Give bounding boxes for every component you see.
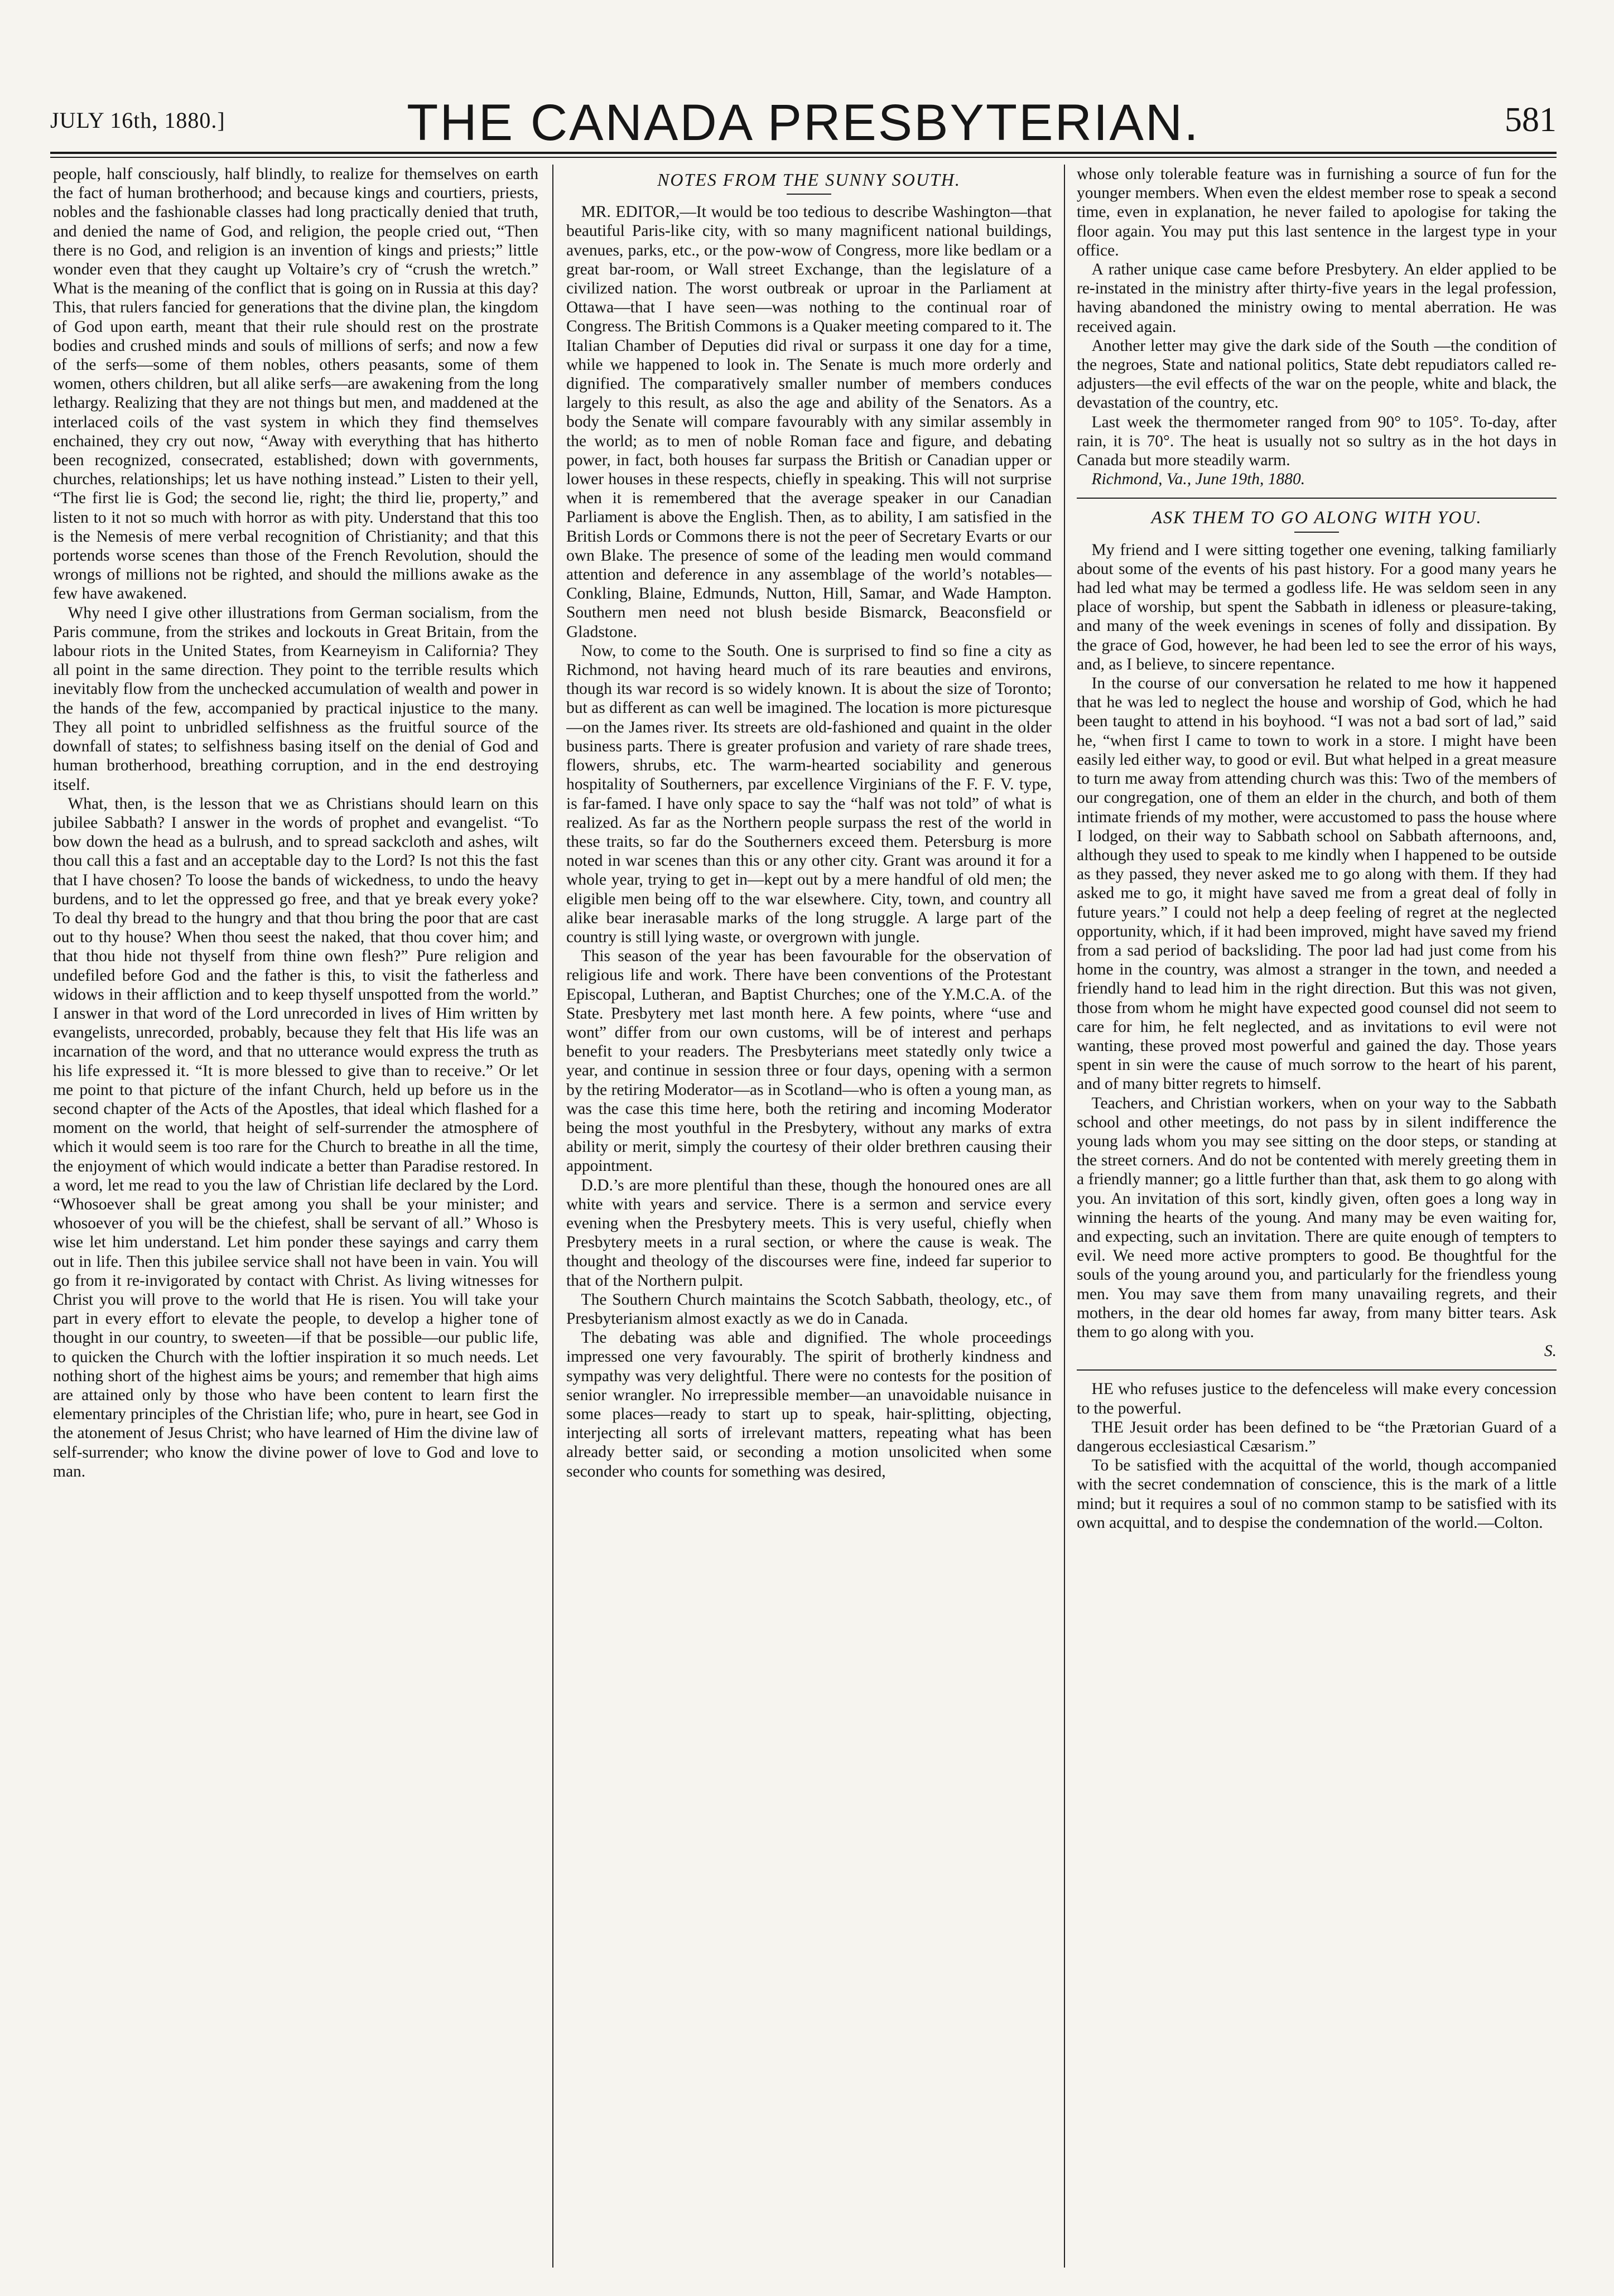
- column-2: [566, 165, 1052, 2256]
- column-divider: [1064, 165, 1065, 2268]
- masthead: [50, 84, 1557, 151]
- paragraph: Now, to come to the South. One is surprised to find so fine a city as Richmond, not having heard much of its rare beauties and environs, though its war record is so widely known. It is about the size of Toronto; but as different as can well be imagined. The location is more picturesque—on the James river. Its streets are old-fashioned and quaint in the older business parts. There is greater profusion and variety of rare shade trees, flowers, shrubs, etc. The warm-hearted sociability and generous hospitality of Southerners, par excellence Virginians of the F. F. V. type, is far-famed. I have only space to say the “half was not told” of what is realized. As far as the Northern people surpass the rest of the world in these traits, so far do the Southerners exceed them. Petersburg is more noted in war scenes than this or any other city. Grant was around it for a whole year, trying to get in—kept out by a mere handful of old men; the eligible men being off to the war elsewhere. City, town, and country all alike bear inerasable marks of the long struggle. A large part of the country is still lying waste, or overgrown with jungle.: [566, 641, 1052, 946]
- paragraph: What, then, is the lesson that we as Christians should learn on this jubilee Sabbath? I answer in the words of prophet and evangelist. “To bow down the head as a bulrush, and to spread sackcloth and ashes, wilt thou call this a fast and an acceptable day to the Lord? Is not this the fast that I have chosen? To loose the bands of wickedness, to undo the heavy burdens, and to let the oppressed go free, and that ye break every yoke? To deal thy bread to the hungry and that thou bring the poor that are cast out to thy house? When thou seest the naked, that thou cover him; and that thou hide not thyself from thine own flesh?” Pure religion and undefiled before God and the father is this, to visit the fatherless and widows in their affliction and to keep thyself unspotted from the world.” I answer in that word of the Lord unrecorded in lives of Him written by evangelists, unrecorded, probably, because they felt that His life was an incarnation of the word, and that no utterance would express the truth as his life expressed it. “It is more blessed to give than to receive.” Or let me point to that picture of the infant Church, held up before us in the second chapter of the Acts of the Apostles, that ideal which flashed for a moment on the world, that height of self-surrender the atmosphere of which it would seem is too rare for the Church to breathe in all the time, the enjoyment of which would indicate a better than Paradise restored. In a word, let me read to you the law of Christian life declared by the Lord. “Whosoever shall be great among you shall be your minister; and whosoever of you will be the chiefest, shall be servant of all.” Whoso is wise let him understand. Let him ponder these sayings and carry them out in life. Then this jubilee service shall not have been in vain. You will go from it re-invigorated by contact with Christ. As living witnesses for Christ you will prove to the world that He is risen. You will take your part in every effort to elevate the people, to develop a higher tone of thought in our country, to sweeten—if that be possible—our public life, to quicken the Church with the loftier inspiration it so much needs. Let nothing short of the highest aims be yours; and remember that high aims are attained only by those who have been content to learn first the elementary principles of the Christian life; who, pure in heart, see God in the atonement of Jesus Christ; who have learned of Him the divine law of self-surrender; who know the divine power of love to God and love to man.: [53, 794, 538, 1480]
- paragraph: Why need I give other illustrations from German socialism, from the Paris commune, from the strikes and lockouts in Great Britain, from the labour riots in the United States, from Kearneyism in California? They all point in the same direction. They point to the terrible results which inevitably flow from the unchecked accumulation of wealth and power in the hands of the few, accompanied by practical injustice to the many. They all point to unbridled selfishness as the fruitful source of the downfall of states; to selfishness basing itself on the denial of God and human brotherhood, breathing corruption, and in the end destroying itself.: [53, 604, 538, 794]
- paragraph: people, half consciously, half blindly, to realize for themselves on earth the fact of human brotherhood; and because kings and courtiers, priests, nobles and the fashionable classes had long practically denied that truth, and denied the name of God, and religion, the people cried out, “Then there is no God, and religion is an invention of kings and priests;” little wonder even that they caught up Voltaire’s cry of “crush the wretch.” What is the meaning of the conflict that is going on in Russia at this day? This, that rulers fancied for generations that the divine plan, the kingdom of God upon earth, meant that their rule should rest on the prostrate bodies and crushed minds and souls of millions of serfs; and now a few of the serfs—some of them nobles, others peasants, some of them women, others children, but all alike serfs—are awakening from the long lethargy. Realizing that they are not things but men, and maddened at the interlaced coils of the vast system in which they find themselves enchained, they cry out now, “Away with everything that has hitherto been recognized, consecrated, established; down with governments, churches, relationships; let us have nothing instead.” Listen to their yell, “The first lie is God; the second lie, right; the third lie, property,” and listen to it not so much with horror as with pity. Understand that this too is the Nemesis of mere verbal recognition of Christianity; and that this portends worse scenes than those of the French Revolution, should the wrongs of millions not be righted, and should the millions awake as the few have awakened.: [53, 165, 538, 603]
- paragraph: HE who refuses justice to the defenceless will make every concession to the powerful.: [1077, 1380, 1557, 1417]
- article-heading: NOTES FROM THE SUNNY SOUTH.: [657, 170, 961, 190]
- section-rule: [1077, 1369, 1557, 1371]
- paragraph: My friend and I were sitting together one evening, talking familiarly about some of the events of his past history. For a good many years he had led what may be termed a godless life. He was seldom seen in any place of worship, but spent the Sabbath in idleness or pleasure-taking, and many of the week evenings in scenes of folly and dissipation. By the grace of God, however, he had been led to see the error of his ways, and, as I believe, to sincere repentance.: [1077, 541, 1557, 673]
- issue-date: JULY 16th, 1880.]: [50, 108, 225, 133]
- page-number: 581: [1505, 101, 1557, 139]
- dateline: Richmond, Va., June 19th, 1880.: [1091, 470, 1305, 489]
- heading-rule: [787, 194, 831, 195]
- paragraph: A rather unique case came before Presbytery. An elder applied to be re-instated in the ministry after thirty-five years in the legal profession, having abandoned the ministry owing to mental aberration. He was received again.: [1077, 261, 1557, 336]
- section-rule: [1077, 498, 1557, 499]
- paragraph: Last week the thermometer ranged from 90° to 105°. To-day, after rain, it is 70°. The heat is usually not so sultry as in the hot days in Canada but more steadily warm.: [1077, 413, 1557, 470]
- paragraph: Another letter may give the dark side of the South —the condition of the negroes, State and national politics, State debt repudiators called re-adjusters—the evil effects of the war on the people, white and black, the devastation of the country, etc.: [1077, 336, 1557, 412]
- paragraph: In the course of our conversation he related to me how it happened that he was led to neglect the house and worship of God, which he had been taught to attend in his boyhood. “I was not a bad sort of lad,” said he, “when first I came to town to work in a store. I might have been easily led either way, to good or evil. But what helped in a great measure to turn me away from attending church was this: Two of the members of our congregation, one of them an elder in the church, and both of them intimate friends of my mother, were accustomed to pass the house where I lodged, on their way to Sabbath school on Sabbath afternoons, and, although they used to speak to me kindly when I happened to be outside as they passed, they never asked me to go along with them. If they had asked me to go, it might have saved me from a great deal of folly in future years.” I could not help a deep feeling of regret at the neglected opportunity, which, if it had been improved, might have saved my friend from a sad period of backsliding. The poor lad had just come from his home in the country, was almost a stranger in the town, and needed a friendly hand to lead him in the right direction. But this was not given, those from whom he might have expected good counsel did not seem to care for him, he felt neglected, and as invitations to evil were not wanting, these proved most powerful and gained the day. Those years spent in sin were the cause of much sorrow to the heart of his parent, and of many bitter regrets to himself.: [1077, 674, 1557, 1093]
- paragraph: Teachers, and Christian workers, when on your way to the Sabbath school and other meetings, do not pass by in silent indifference the young lads whom you may see sitting on the door steps, or standing at the street corners. And do not be contented with merely greeting them in a friendly manner; go a little further than that, ask them to go along with you. An invitation of this sort, kindly given, often goes a long way in winning the hearts of the young. And many may be even waiting for, and expecting, such an invitation. There are quite enough of tempters to evil. We need more active prompters to good. Be thoughtful for the souls of the young around you, and particularly for the friendless young men. You may save them from many unavailing regrets, and their mothers, in the dear old homes far away, from many bitter tears. Ask them to go along with you.: [1077, 1094, 1557, 1341]
- paragraph: The Southern Church maintains the Scotch Sabbath, theology, etc., of Presbyterianism almost exactly as we do in Canada.: [566, 1290, 1052, 1328]
- paragraph: To be satisfied with the acquittal of the world, though accompanied with the secret condemnation of conscience, this is the mark of a little mind; but it requires a soul of no common stamp to be satisfied with its own acquittal, and to despise the condemnation of the world.—Colton.: [1077, 1456, 1557, 1532]
- column-3: [1077, 165, 1557, 2256]
- masthead-rule-thin: [50, 157, 1557, 158]
- column-divider: [552, 165, 553, 2268]
- paragraph: MR. EDITOR,—It would be too tedious to describe Washington—that beautiful Paris-like city, with so many magnificent national buildings, avenues, parks, etc., or the pow-wow of Congress, more like bedlam or a great bar-room, or Wall street Exchange, than the legislature of a civilized nation. The worst outbreak or uproar in the Parliament at Ottawa—that I have seen—was nothing to the continual roar of Congress. The British Commons is a Quaker meeting compared to it. The Italian Chamber of Deputies did rival or surpass it one day for a time, while we happened to look in. The Senate is much more orderly and dignified. The comparatively smaller number of members conduces largely to this result, as also the age and ability of the Senators. As a body the Senate will compare favourably with any similar assembly in the world; as to men of noble Roman face and figure, and debating power, in fact, both houses far surpass the British or Canadian upper or lower houses in these respects, chiefly in speaking. This will not surprise when it is remembered that the average speaker in our Canadian Parliament is above the English. Then, as to ability, I am satisfied in the British Lords or Commons there is not the peer of Secretary Evarts or our own Blake. The presence of some of the leading men would command attention and deference in any assemblage of the world’s notables—Conkling, Blaine, Edmunds, Nutton, Hill, Samar, and Wade Hampton. Southern men need not blush beside Bismarck, Beaconsfield or Gladstone.: [566, 203, 1052, 641]
- masthead-rule: [50, 152, 1557, 154]
- heading-rule: [1294, 532, 1339, 533]
- column-1: [53, 165, 538, 2256]
- paragraph: The debating was able and dignified. The whole proceedings impressed one very favourably. The spirit of brotherly kindness and sympathy was very delightful. There were no contests for the position of senior wrangler. No irrepressible member—an unavoidable nuisance in some places—ready to start up to speak, hair-splitting, objecting, interjecting all sorts of irrelevant matters, repeating what has been already better said, or seconding a motion unsolicited when some seconder who counts for something was desired,: [566, 1329, 1052, 1480]
- article-heading: ASK THEM TO GO ALONG WITH YOU.: [1151, 507, 1482, 528]
- newspaper-title: THE CANADA PRESBYTERIAN.: [407, 94, 1200, 151]
- paragraph: whose only tolerable feature was in furnishing a source of fun for the younger members. When even the eldest member rose to speak a second time, even in explanation, he never failed to apologise for taking the floor again. You may put this last sentence in the largest type in your office.: [1077, 165, 1557, 259]
- paragraph: THE Jesuit order has been defined to be “the Prætorian Guard of a dangerous ecclesiastical Cæsarism.”: [1077, 1418, 1557, 1455]
- paragraph: This season of the year has been favourable for the observation of religious life and work. There have been conventions of the Protestant Episcopal, Lutheran, and Baptist Churches; one of the Y.M.C.A. of the State. Presbytery met last month here. A few points, where “use and wont” differ from our own customs, will be of interest and perhaps benefit to your readers. The Presbyterians meet statedly only twice a year, and continue in session three or four days, opening with a sermon by the retiring Moderator—as in Scotland—who is often a young man, as was the case this time here, both the retiring and incoming Moderator being the most youthful in the Presbytery, without any marks of extra ability or merit, simply the courtesy of their older brethren causing their appointment.: [566, 947, 1052, 1175]
- signature: S.: [1544, 1342, 1557, 1361]
- paragraph: D.D.’s are more plentiful than these, though the honoured ones are all white with years and service. There is a sermon and service every evening when the Presbytery meets. This is very useful, chiefly when Presbytery meets in a rural section, or where the cause is weak. The thought and theology of the discourses were fine, indeed far superior to that of the Northern pulpit.: [566, 1176, 1052, 1290]
